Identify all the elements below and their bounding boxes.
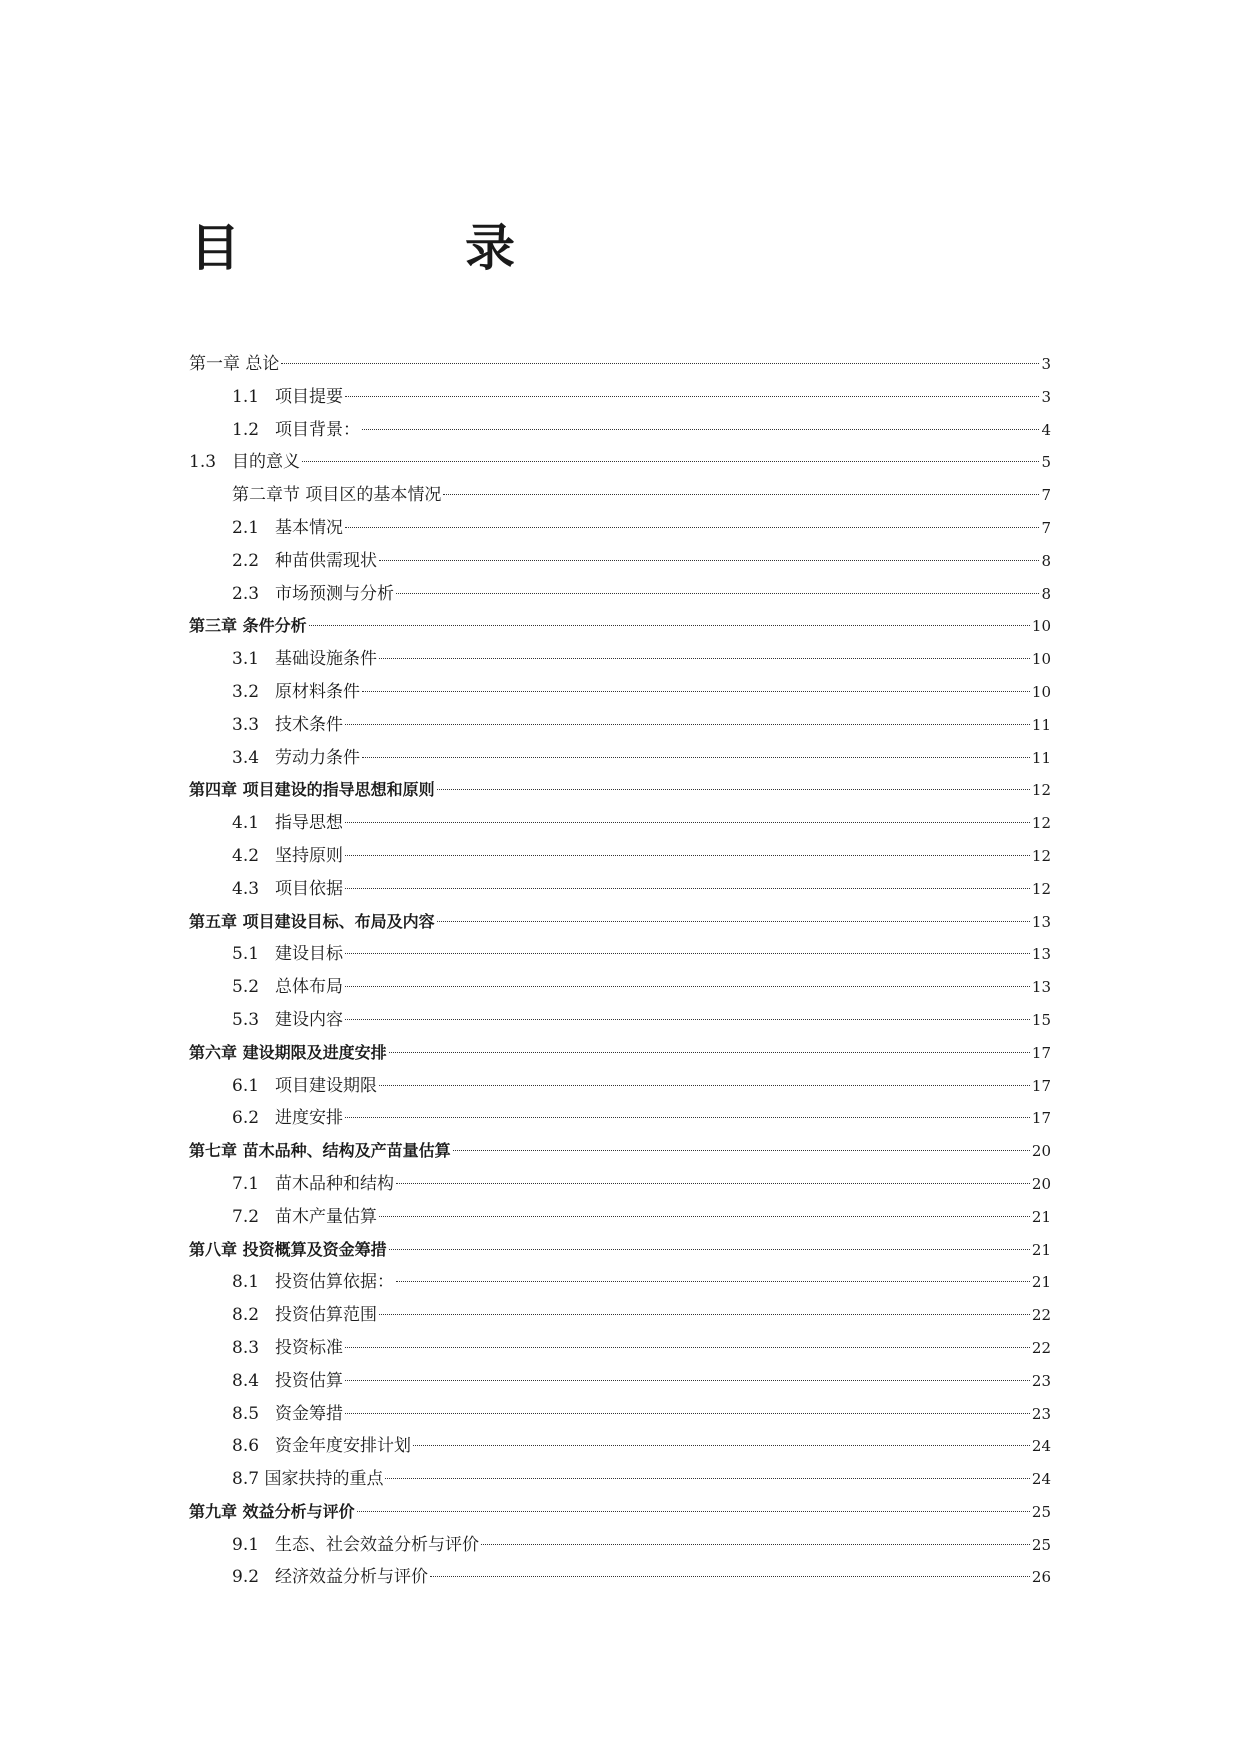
- toc-dot-leader: [430, 1576, 1030, 1577]
- toc-dot-leader: [379, 1216, 1030, 1217]
- toc-dot-leader: [357, 1511, 1030, 1512]
- toc-entry-text: 资金筹措: [275, 1403, 344, 1424]
- toc-entry-number: 8.2: [232, 1305, 260, 1326]
- toc-entry-number: 8.6: [232, 1436, 260, 1457]
- toc-entry-label: [232, 1561, 428, 1594]
- toc-entry-text: 进度安排: [275, 1108, 344, 1129]
- toc-entry-label: [189, 1135, 451, 1168]
- toc-dot-leader: [437, 921, 1030, 922]
- toc-entry-text: 第九章 效益分析与评价: [189, 1501, 355, 1521]
- toc-entry-text: 苗木品种和结构: [275, 1173, 395, 1194]
- toc-dot-leader: [379, 658, 1030, 659]
- toc-entry-page: 15: [1031, 1010, 1051, 1029]
- toc-entry-page: 8: [1041, 584, 1051, 603]
- toc-entry[interactable]: [189, 610, 1051, 643]
- toc-entry-text: 第四章 项目建设的指导思想和原则: [189, 780, 435, 800]
- toc-entry-text: 项目提要: [275, 386, 344, 407]
- toc-entry-page: 10: [1031, 682, 1051, 701]
- toc-entry-text: 第三章 条件分析: [189, 616, 307, 636]
- toc-entry[interactable]: [189, 807, 1051, 840]
- toc-dot-leader: [453, 1150, 1030, 1151]
- toc-entry[interactable]: [189, 906, 1051, 939]
- toc-entry-label: [232, 414, 360, 447]
- toc-entry-number: 2.3: [232, 583, 260, 604]
- toc-entry-label: [189, 1234, 387, 1267]
- toc-title-part2: 录: [465, 219, 515, 277]
- toc-entry-page: 21: [1031, 1273, 1051, 1292]
- toc-dot-leader: [396, 1281, 1030, 1282]
- toc-entry-text: 第七章 苗木品种、结构及产苗量估算: [189, 1141, 451, 1161]
- toc-entry-page: 12: [1031, 814, 1051, 833]
- toc-entry-label: [232, 381, 343, 414]
- toc-dot-leader: [309, 625, 1030, 626]
- toc-entry-text: 第六章 建设期限及进度安排: [189, 1042, 387, 1062]
- toc-entry-label: [232, 971, 343, 1004]
- toc-entry-label: [232, 1463, 383, 1496]
- toc-dot-leader: [345, 986, 1030, 987]
- toc-entry-text: 第八章 投资概算及资金筹措: [189, 1239, 387, 1259]
- toc-entry-text: 基本情况: [275, 517, 344, 538]
- toc-dot-leader: [345, 1380, 1030, 1381]
- toc-entry-page: 3: [1041, 355, 1051, 373]
- toc-entry-page: 20: [1031, 1142, 1051, 1161]
- toc-dot-leader: [396, 593, 1039, 594]
- toc-entry[interactable]: [189, 381, 1051, 414]
- toc-entry-label: [232, 545, 377, 578]
- toc-entry-text: 第二章节 项目区的基本情况: [232, 485, 442, 506]
- toc-entry-label: [232, 840, 343, 873]
- toc-entry-page: 4: [1041, 420, 1051, 439]
- toc-entry-page: 21: [1031, 1240, 1051, 1259]
- toc-entry[interactable]: [189, 971, 1051, 1004]
- toc-entry-number: 1.1: [232, 386, 260, 407]
- toc-entry-page: 8: [1041, 551, 1051, 570]
- toc-entry-label: [189, 348, 279, 381]
- toc-dot-leader: [345, 822, 1030, 823]
- toc-entry-text: 第一章 总论: [189, 354, 280, 374]
- toc-entry-page: 3: [1041, 387, 1051, 406]
- toc-entry[interactable]: [189, 578, 1051, 611]
- toc-entry-number: 5.3: [232, 1009, 260, 1030]
- toc-dot-leader: [389, 1249, 1030, 1250]
- toc-entry-label: [232, 1332, 343, 1365]
- toc-entry-page: 26: [1031, 1568, 1051, 1587]
- toc-entry[interactable]: [189, 1037, 1051, 1070]
- toc-entry-page: 20: [1031, 1174, 1051, 1193]
- toc-entry-text: 项目建设期限: [275, 1075, 378, 1096]
- toc-entry-page: 24: [1031, 1437, 1051, 1456]
- toc-entry-number: 4.3: [232, 878, 260, 899]
- toc-dot-leader: [379, 1085, 1030, 1086]
- toc-entry-number: 8.5: [232, 1403, 260, 1424]
- toc-entry[interactable]: [189, 1201, 1051, 1234]
- toc-entry[interactable]: [189, 1299, 1051, 1332]
- toc-dot-leader: [379, 1314, 1030, 1315]
- toc-entry-label: [232, 1102, 343, 1135]
- toc-dot-leader: [443, 494, 1039, 495]
- toc-entry[interactable]: [189, 1365, 1051, 1398]
- toc-entry[interactable]: [189, 1135, 1051, 1168]
- toc-entry-page: 13: [1031, 945, 1051, 964]
- toc-entry-page: 11: [1031, 715, 1051, 734]
- toc-entry-number: 7.2: [232, 1206, 260, 1227]
- toc-entry-label: [232, 1398, 343, 1431]
- toc-entry-page: 11: [1031, 748, 1051, 767]
- toc-entry-label: [232, 479, 441, 512]
- toc-entry-page: 13: [1031, 978, 1051, 997]
- toc-entry-label: [232, 873, 343, 906]
- toc-entry-number: 3.4: [232, 747, 260, 768]
- toc-entry-text: 投资估算依据：: [275, 1272, 395, 1293]
- toc-dot-leader: [385, 1478, 1029, 1479]
- toc-entry-text: 建设内容: [275, 1009, 344, 1030]
- toc-entry-text: 投资估算: [275, 1370, 344, 1391]
- toc-entry-label: [232, 1070, 377, 1103]
- toc-entry-number: 5.2: [232, 977, 260, 998]
- toc-entry-page: 25: [1031, 1535, 1051, 1554]
- toc-dot-leader: [362, 429, 1039, 430]
- toc-entry-page: 21: [1031, 1207, 1051, 1226]
- toc-dot-leader: [413, 1445, 1030, 1446]
- toc-entry-text: 8.7 国家扶持的重点: [232, 1469, 384, 1490]
- toc-entry[interactable]: [189, 873, 1051, 906]
- toc-entry-page: 12: [1031, 879, 1051, 898]
- toc-entry-text: 原材料条件: [275, 681, 361, 702]
- toc-dot-leader: [345, 888, 1030, 889]
- toc-entry-text: 技术条件: [275, 714, 344, 735]
- toc-entry-page: 17: [1031, 1076, 1051, 1095]
- toc-entry-number: 5.1: [232, 944, 260, 965]
- toc-dot-leader: [389, 1052, 1030, 1053]
- toc-entry-page: 12: [1031, 846, 1051, 865]
- toc-entry-text: 劳动力条件: [275, 747, 361, 768]
- toc-entry[interactable]: [189, 1398, 1051, 1431]
- toc-entry-text: 总体布局: [275, 977, 344, 998]
- toc-dot-leader: [345, 396, 1039, 397]
- toc-entry-label: [232, 578, 394, 611]
- toc-dot-leader: [345, 953, 1030, 954]
- toc-entry-page: 10: [1031, 617, 1051, 636]
- toc-dot-leader: [345, 527, 1039, 528]
- toc-entry[interactable]: [189, 742, 1051, 775]
- toc-entry-number: 9.2: [232, 1567, 260, 1588]
- toc-entry-text: 建设目标: [275, 944, 344, 965]
- toc-entry[interactable]: [189, 479, 1051, 512]
- toc-dot-leader: [345, 855, 1030, 856]
- toc-entry[interactable]: [189, 1463, 1051, 1496]
- toc-dot-leader: [345, 1117, 1030, 1118]
- toc-entry-text: 市场预测与分析: [275, 583, 395, 604]
- toc-entry-label: [232, 643, 377, 676]
- toc-entry-text: 资金年度安排计划: [275, 1436, 412, 1457]
- toc-dot-leader: [345, 1413, 1030, 1414]
- toc-entry-text: 坚持原则: [275, 845, 344, 866]
- toc-entry[interactable]: [189, 1332, 1051, 1365]
- toc-entry-number: 6.1: [232, 1075, 260, 1096]
- toc-entry-label: [232, 1430, 411, 1463]
- toc-dot-leader: [345, 1019, 1030, 1020]
- toc-entry[interactable]: [189, 1430, 1051, 1463]
- toc-entry-number: 3.2: [232, 681, 260, 702]
- toc-entry[interactable]: [189, 446, 1051, 479]
- toc-entry-page: 12: [1031, 781, 1051, 800]
- toc-entry-label: [232, 938, 343, 971]
- toc-dot-leader: [345, 724, 1030, 725]
- toc-dot-leader: [302, 461, 1039, 462]
- toc-entry-page: 22: [1031, 1306, 1051, 1325]
- toc-entry[interactable]: [189, 1561, 1051, 1594]
- toc-entry-page: 23: [1031, 1404, 1051, 1423]
- toc-title-part1: 目: [190, 219, 240, 277]
- toc-entry-number: 4.2: [232, 845, 260, 866]
- toc-entry-label: [232, 512, 343, 545]
- toc-entry[interactable]: [189, 1496, 1051, 1529]
- toc-entry-text: 投资估算范围: [275, 1305, 378, 1326]
- toc-entry-text: 生态、社会效益分析与评价: [275, 1534, 480, 1555]
- toc-entry-page: 10: [1031, 650, 1051, 669]
- toc-dot-leader: [437, 789, 1030, 790]
- toc-entry-number: 8.4: [232, 1370, 260, 1391]
- toc-entry-text: 目的意义: [232, 452, 301, 473]
- toc-entry[interactable]: [189, 512, 1051, 545]
- toc-entry-label: [232, 742, 360, 775]
- toc-entry-label: [232, 1266, 394, 1299]
- toc-dot-leader: [379, 560, 1039, 561]
- toc-entry-text: 基础设施条件: [275, 649, 378, 670]
- toc-entry-label: [189, 774, 435, 807]
- toc-entry-text: 指导思想: [275, 813, 344, 834]
- toc-entry[interactable]: [189, 709, 1051, 742]
- toc-entry-number: 6.2: [232, 1108, 260, 1129]
- toc-dot-leader: [396, 1183, 1030, 1184]
- toc-entry-page: 17: [1031, 1109, 1051, 1128]
- toc-entry-label: [232, 1004, 343, 1037]
- toc-entry-text: 苗木产量估算: [275, 1206, 378, 1227]
- toc-entry-page: 22: [1031, 1338, 1051, 1357]
- toc-entry-label: [189, 610, 307, 643]
- toc-dot-leader: [345, 1347, 1030, 1348]
- table-of-contents: [189, 348, 1051, 1594]
- toc-entry-label: [189, 1037, 387, 1070]
- toc-entry-number: 7.1: [232, 1173, 260, 1194]
- toc-entry-text: 经济效益分析与评价: [275, 1567, 429, 1588]
- toc-entry-label: [232, 676, 360, 709]
- toc-dot-leader: [281, 363, 1039, 364]
- toc-entry-label: [232, 1529, 479, 1562]
- toc-entry-page: 24: [1031, 1470, 1051, 1489]
- toc-entry[interactable]: [189, 1234, 1051, 1267]
- toc-entry-page: 23: [1031, 1371, 1051, 1390]
- toc-entry-number: 1.3: [189, 452, 217, 473]
- toc-entry-number: 9.1: [232, 1534, 260, 1555]
- toc-entry-text: 第五章 项目建设目标、布局及内容: [189, 911, 435, 931]
- toc-entry[interactable]: [189, 676, 1051, 709]
- toc-entry-label: [232, 807, 343, 840]
- toc-entry[interactable]: [189, 414, 1051, 447]
- toc-entry[interactable]: [189, 774, 1051, 807]
- toc-entry-label: [189, 906, 435, 939]
- toc-entry-label: [189, 1496, 355, 1529]
- toc-dot-leader: [481, 1544, 1030, 1545]
- toc-entry-page: 5: [1041, 453, 1051, 472]
- toc-entry-number: 2.2: [232, 550, 260, 571]
- toc-entry-label: [232, 1365, 343, 1398]
- toc-entry[interactable]: [189, 643, 1051, 676]
- toc-entry-text: 项目背景：: [275, 419, 361, 440]
- toc-entry[interactable]: [189, 1168, 1051, 1201]
- toc-entry[interactable]: [189, 938, 1051, 971]
- toc-entry-label: [232, 1168, 394, 1201]
- toc-entry[interactable]: [189, 348, 1051, 381]
- toc-entry[interactable]: [189, 1004, 1051, 1037]
- toc-entry[interactable]: [189, 1070, 1051, 1103]
- toc-title: [190, 218, 530, 278]
- toc-entry-label: [232, 709, 343, 742]
- toc-entry-label: [232, 1299, 377, 1332]
- toc-entry-text: 项目依据: [275, 878, 344, 899]
- toc-entry-page: 25: [1031, 1502, 1051, 1521]
- toc-entry-number: 3.3: [232, 714, 260, 735]
- toc-entry-label: [232, 1201, 377, 1234]
- toc-entry-number: 1.2: [232, 419, 260, 440]
- toc-entry[interactable]: [189, 840, 1051, 873]
- toc-entry-page: 13: [1031, 912, 1051, 931]
- toc-entry[interactable]: [189, 1266, 1051, 1299]
- toc-entry-label: [189, 446, 300, 479]
- toc-entry-page: 7: [1041, 486, 1051, 505]
- toc-entry-text: 投资标准: [275, 1337, 344, 1358]
- toc-entry-number: 2.1: [232, 517, 260, 538]
- toc-entry-number: 8.1: [232, 1272, 260, 1293]
- toc-entry-text: 种苗供需现状: [275, 550, 378, 571]
- toc-entry[interactable]: [189, 545, 1051, 578]
- toc-entry[interactable]: [189, 1529, 1051, 1562]
- toc-dot-leader: [362, 691, 1030, 692]
- toc-entry-page: 17: [1031, 1043, 1051, 1062]
- toc-entry-page: 7: [1041, 518, 1051, 537]
- toc-entry[interactable]: [189, 1102, 1051, 1135]
- toc-entry-number: 8.3: [232, 1337, 260, 1358]
- toc-entry-number: 3.1: [232, 649, 260, 670]
- toc-entry-number: 4.1: [232, 813, 260, 834]
- toc-dot-leader: [362, 757, 1030, 758]
